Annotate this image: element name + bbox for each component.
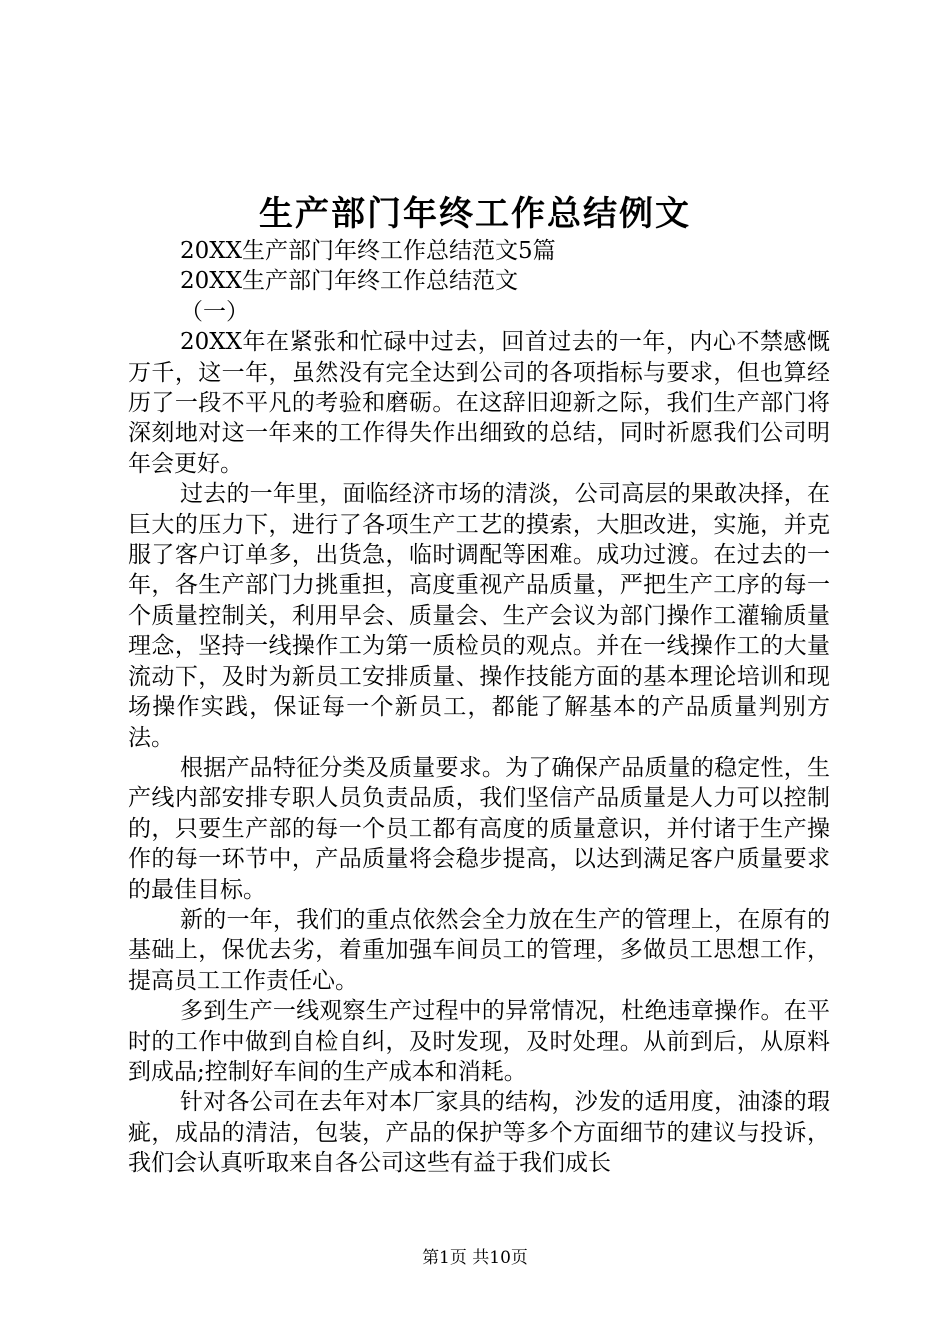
document-title: 生产部门年终工作总结例文: [259, 194, 691, 234]
subtitle-line-2: 20XX生产部门年终工作总结范文: [180, 268, 519, 295]
paragraph: 根据产品特征分类及质量要求。为了确保产品质量的稳定性，生产线内部安排专职人员负责品质，我们坚信产品质量是人力可以控制的，只要生产部的每一个员工都有高度的质量意识，并付诸于生产操作的每一环节中，产品质量将会稳步提高，以达到满足客户质量要求的最佳目标。: [128, 754, 830, 903]
subtitle-line-1: 20XX生产部门年终工作总结范文5篇: [180, 238, 556, 264]
paragraph: 过去的一年里，面临经济市场的清淡，公司高层的果敢决择，在巨大的压力下，进行了各项生产工艺的摸索，大胆改进，实施，并克服了客户订单多，出货急，临时调配等困难。成功过渡。在过去的一年，各生产部门力挑重担，高度重视产品质量，严把生产工序的每一个质量控制关，利用早会、质量会、生产会议为部门操作工灌输质量理念，坚持一线操作工为第一质检员的观点。并在一线操作工的大量流动下，及时为新员工安排质量、操作技能方面的基本理论培训和现场操作实践，保证每一个新员工，都能了解基本的产品质量判别方法。: [128, 481, 830, 751]
page-footer: 第1页 共10页: [422, 1248, 528, 1268]
paragraph: 多到生产一线观察生产过程中的异常情况，杜绝违章操作。在平时的工作中做到自检自纠，及时发现，及时处理。从前到后，从原料到成品;控制好车间的生产成本和消耗。: [128, 998, 830, 1085]
paragraph: 20XX年在紧张和忙碌中过去，回首过去的一年，内心不禁感慨万千，这一年，虽然没有完全达到公司的各项指标与要求，但也算经历了一段不平凡的考验和磨砺。在这辞旧迎新之际，我们生产部门将深刻地对这一年来的工作得失作出细致的总结，同时祈愿我们公司明年会更好。: [128, 329, 830, 477]
document-body: [128, 236, 830, 1179]
section-marker: （一）: [180, 298, 249, 325]
paragraph: 针对各公司在去年对本厂家具的结构，沙发的适用度，油漆的瑕疵，成品的清洁，包装，产品的保护等多个方面细节的建议与投诉，我们会认真听取来自各公司这些有益于我们成长: [128, 1089, 830, 1177]
paragraph: 新的一年，我们的重点依然会全力放在生产的管理上，在原有的基础上，保优去劣，着重加强车间员工的管理，多做员工思想工作，提高员工工作责任心。: [128, 906, 830, 994]
